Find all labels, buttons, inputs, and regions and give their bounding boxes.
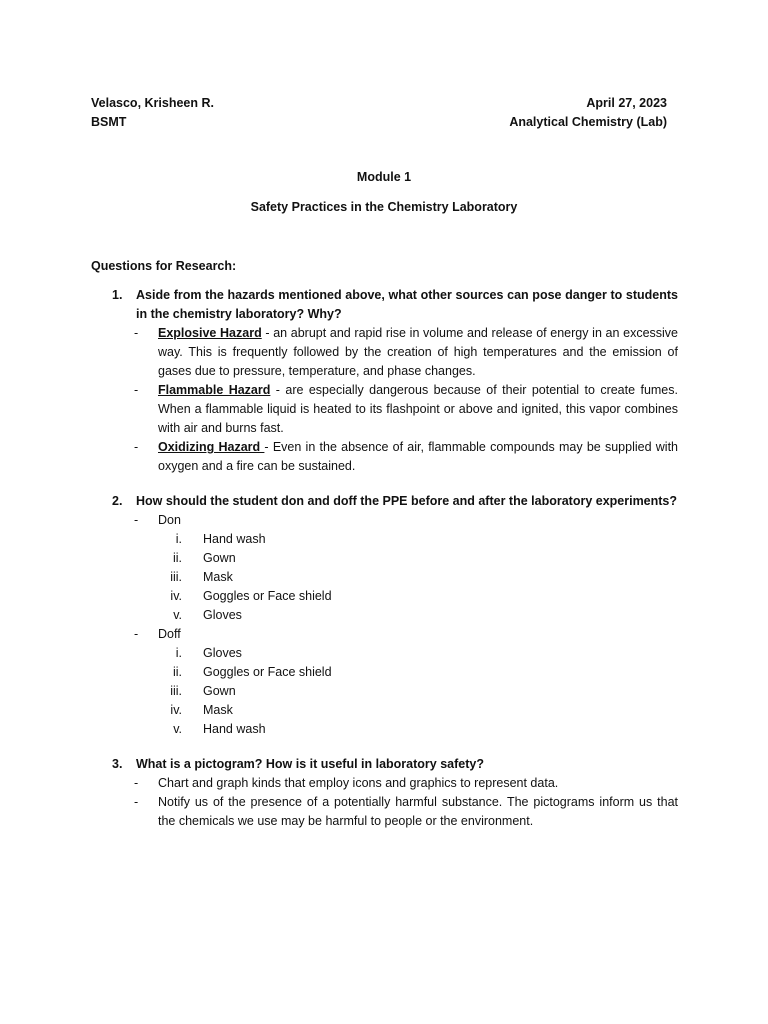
list-item (112, 324, 678, 381)
answer-text: Chart and graph kinds that employ icons and graphics to represent data. (158, 776, 559, 790)
list-item (112, 568, 678, 587)
list-item (112, 663, 678, 682)
list-item (112, 793, 678, 831)
roman-numeral: v. (173, 722, 182, 736)
student-name: Velasco, Krisheen R. (91, 96, 214, 110)
hazard-term: Flammable Hazard (158, 383, 271, 397)
module-title: Module 1 (356, 170, 412, 184)
doff-group (112, 625, 678, 644)
student-program: BSMT (91, 115, 127, 129)
list-item (112, 549, 678, 568)
question-heading (112, 755, 678, 774)
step-text: Mask (203, 703, 233, 717)
list-item (112, 701, 678, 720)
document-date: April 27, 2023 (586, 96, 667, 110)
question-text: How should the student don and doff the PPE before and after the laboratory experiments? (136, 494, 678, 508)
course-name: Analytical Chemistry (Lab) (509, 115, 667, 129)
list-item (112, 381, 678, 438)
question-1 (112, 286, 678, 476)
answer-list (112, 324, 678, 476)
student-info (91, 94, 214, 132)
question-heading (112, 286, 678, 324)
step-text: Gown (203, 551, 236, 565)
question-heading (112, 492, 678, 511)
list-item (112, 530, 678, 549)
question-number: 2. (112, 494, 123, 508)
step-text: Gloves (203, 646, 242, 660)
step-text: Goggles or Face shield (203, 589, 332, 603)
hazard-description: - are especially dangerous because of their potential to create fumes. When a flammable liquid is heated to its flashpoint or above and ignited, this vapor combines with air and burns fast. (158, 383, 678, 435)
roman-numeral: iv. (170, 703, 182, 717)
step-text: Gown (203, 684, 236, 698)
hazard-term: Oxidizing Hazard (158, 440, 265, 454)
dash-marker: - (134, 776, 139, 790)
roman-numeral: ii. (172, 551, 182, 565)
answer-list (112, 774, 678, 831)
topic-title: Safety Practices in the Chemistry Laboratory (250, 200, 518, 214)
roman-numeral: i. (175, 532, 182, 546)
list-item (112, 774, 678, 793)
hazard-description: - Even in the absence of air, flammable compounds may be supplied with oxygen and a fire can be sustained. (158, 440, 678, 473)
step-text: Hand wash (203, 532, 266, 546)
question-2 (112, 492, 678, 739)
step-text: Hand wash (203, 722, 266, 736)
list-item (112, 587, 678, 606)
roman-numeral: iii. (170, 570, 182, 584)
step-text: Goggles or Face shield (203, 665, 332, 679)
roman-numeral: iv. (170, 589, 182, 603)
group-label: Don (158, 513, 181, 527)
question-3 (112, 755, 678, 831)
roman-numeral: i. (175, 646, 182, 660)
question-text: What is a pictogram? How is it useful in laboratory safety? (136, 757, 484, 771)
step-text: Gloves (203, 608, 242, 622)
dash-marker: - (134, 383, 139, 397)
answer-text: Notify us of the presence of a potentially harmful substance. The pictograms inform us that the chemicals we use may be harmful to people or the environment. (158, 795, 678, 828)
group-label: Doff (158, 627, 181, 641)
hazard-term: Explosive Hazard (158, 326, 262, 340)
list-item (112, 644, 678, 663)
dash-marker: - (134, 513, 139, 527)
hazard-description: - an abrupt and rapid rise in volume and release of energy in an excessive way. This is frequently followed by the creation of high temperatures and the emission of gases due to pressure, temperature, and phase changes. (158, 326, 679, 378)
list-item (112, 682, 678, 701)
list-item (112, 720, 678, 739)
question-number: 3. (112, 757, 123, 771)
step-text: Mask (203, 570, 233, 584)
dash-marker: - (134, 795, 139, 809)
dash-marker: - (134, 440, 139, 454)
roman-numeral: ii. (172, 665, 182, 679)
course-info (509, 94, 667, 132)
list-item (112, 606, 678, 625)
list-item (112, 438, 678, 476)
doff-steps (112, 644, 678, 739)
dash-marker: - (134, 326, 139, 340)
question-number: 1. (112, 288, 123, 302)
dash-marker: - (134, 627, 139, 641)
don-steps (112, 530, 678, 625)
section-title: Questions for Research: (91, 259, 237, 273)
question-text: Aside from the hazards mentioned above, what other sources can pose danger to students in the chemistry laboratory? Why? (136, 288, 678, 321)
don-group (112, 511, 678, 530)
roman-numeral: iii. (170, 684, 182, 698)
roman-numeral: v. (173, 608, 182, 622)
